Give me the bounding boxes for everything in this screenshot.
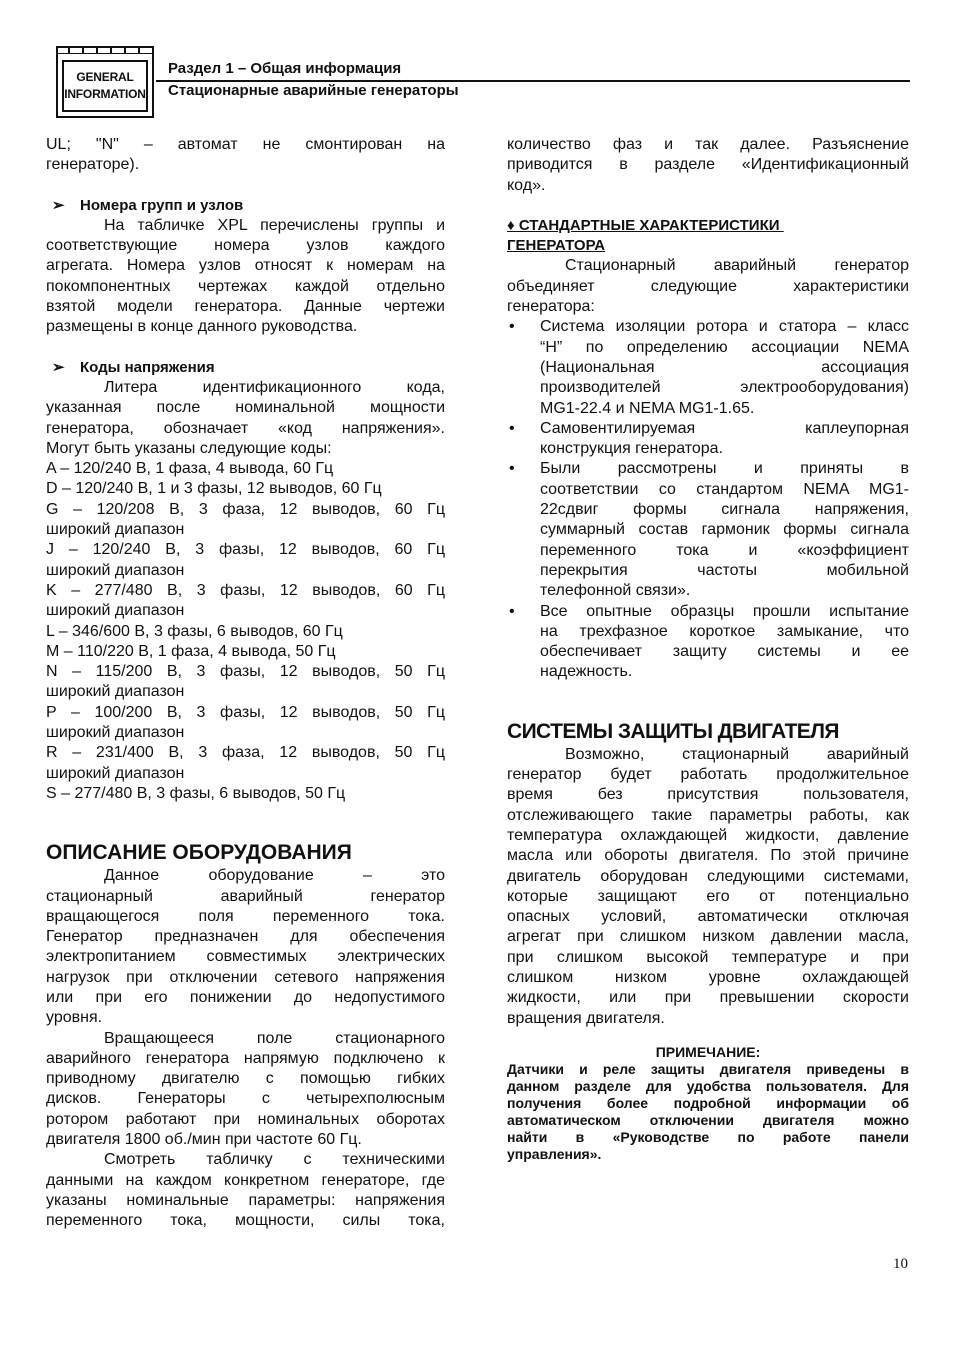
- text-line: на трехфазное короткое замыкание, что: [540, 622, 909, 640]
- voltage-code: G – 120/208 В, 3 фаза, 12 выводов, 60 Гц: [46, 500, 445, 518]
- paragraph-nameplate: [46, 1150, 445, 1231]
- text-line: которые защищают его от потенциально: [507, 887, 909, 905]
- bullet-dot-icon: •: [509, 460, 515, 478]
- text-line: генератора, обозначает «код напряжения».: [46, 419, 445, 437]
- bullet-dot-icon: •: [509, 602, 515, 620]
- text-line: аварийного генератора напрямую подключено к: [46, 1049, 445, 1067]
- heading-line: ♦ СТАНДАРТНЫЕ ХАРАКТЕРИСТИКИ: [507, 216, 784, 234]
- text-line: телефонной связи».: [540, 582, 691, 600]
- text-line: переменного тока, мощности, силы тока,: [46, 1212, 445, 1230]
- left-column: [46, 135, 445, 1232]
- text-line: автоматическом отключении двигателя можно: [507, 1111, 909, 1128]
- voltage-code: A – 120/240 В, 1 фаза, 4 вывода, 60 Гц: [46, 460, 334, 478]
- text-line: Возможно, стационарный аварийный: [565, 745, 909, 763]
- paragraph-rotating-field: [46, 1029, 445, 1151]
- bullet-insulation: [507, 317, 909, 418]
- text-line: управления».: [507, 1145, 602, 1162]
- text-line: суммарный состав гармоник формы сигнала: [540, 521, 909, 539]
- page-header-sub: [168, 80, 459, 102]
- paragraph-protection: [507, 745, 909, 1029]
- text-line: объединяет следующие характеристики: [507, 277, 909, 295]
- general-information-logo: [56, 46, 154, 118]
- text-line: Система изоляции ротора и статора – класс: [540, 318, 909, 336]
- text-line: двигатель оборудован следующими системами,: [507, 867, 909, 885]
- text-line: перекрытия частоты мобильной: [540, 561, 909, 579]
- text-line: MG1-22.4 и NEMA MG1-1.65.: [540, 399, 755, 417]
- text-line: масла или обороты двигателя. По этой причине: [507, 847, 909, 865]
- text-line: Все опытные образцы прошли испытание: [540, 602, 909, 620]
- text-line: слишком низком уровне охлаждающей: [507, 968, 909, 986]
- text-line: температура охлаждающей жидкости, давление: [507, 826, 909, 844]
- text-line: производителей электрооборудования): [540, 379, 909, 397]
- text-line: при слишком высокой температуре и при: [507, 948, 909, 966]
- right-column: [507, 135, 909, 1163]
- subheading-voltage-codes: [46, 358, 445, 378]
- text-line: найти в «Руководстве по работе панели: [507, 1128, 909, 1145]
- text-line: уровня.: [46, 1009, 103, 1027]
- text-line: обеспечивает защиту системы и ее: [540, 643, 909, 661]
- bullet-short-circuit-test: [507, 602, 909, 683]
- text-line: данном разделе для удобства пользователя. Для: [507, 1077, 909, 1094]
- text-line: Самовентилируемая каплеупорная: [540, 419, 909, 437]
- text-line: указаны номинальные параметры: напряжения: [46, 1191, 445, 1209]
- text-line: вращающегося поля переменного тока.: [46, 907, 445, 925]
- heading-equipment-description: ОПИСАНИЕ ОБОРУДОВАНИЯ: [46, 841, 352, 865]
- text-line: приводному двигателю с помощью гибких: [46, 1070, 445, 1088]
- text-line: генератор будет работать продолжительное: [507, 766, 909, 784]
- logo-tab-strip: [56, 46, 154, 54]
- voltage-code: широкий диапазон: [46, 561, 185, 579]
- page-header: [168, 58, 401, 80]
- voltage-code: M – 110/220 В, 1 фаза, 4 вывода, 50 Гц: [46, 642, 336, 660]
- bullet-dot-icon: •: [509, 318, 515, 336]
- bullet-dot-icon: •: [509, 419, 515, 437]
- text-line: дисков. Генераторы с четырехполюсным: [46, 1090, 445, 1108]
- text-line: Вращающееся поле стационарного: [104, 1029, 445, 1047]
- text-line: соответствующие номера узлов каждого: [46, 237, 445, 255]
- paragraph-characteristics: [507, 256, 909, 317]
- voltage-code: S – 277/480 В, 3 фазы, 6 выводов, 50 Гц: [46, 784, 346, 802]
- arrow-bullet-icon: ➢: [52, 196, 65, 214]
- text-line: 22сдвиг формы сигнала напряжения,: [540, 501, 909, 519]
- section-subtitle: Стационарные аварийные генераторы: [168, 82, 459, 99]
- text-line: конструкция генератора.: [540, 440, 724, 458]
- text-line: код».: [507, 176, 546, 194]
- page-number: 10: [893, 1256, 908, 1272]
- note-text: [507, 1061, 909, 1163]
- voltage-code-list: [46, 459, 445, 804]
- text-line: надежность.: [540, 663, 633, 681]
- text-line: Были рассмотрены и приняты в: [540, 460, 909, 478]
- paragraph-description: [46, 866, 445, 1028]
- text-line: Датчики и реле защиты двигателя приведены в: [507, 1060, 909, 1077]
- voltage-code: широкий диапазон: [46, 521, 185, 539]
- paragraph-continued: [507, 135, 909, 196]
- text-line: взятой модели генератора. Данные чертежи: [46, 298, 445, 316]
- paragraph-voltage: [46, 378, 445, 459]
- logo-line-1: GENERAL: [76, 70, 134, 84]
- voltage-code: R – 231/400 В, 3 фаза, 12 выводов, 50 Гц: [46, 744, 445, 762]
- text-line: ротором работают при номинальных оборотах: [46, 1110, 445, 1128]
- text-line: Стационарный аварийный генератор: [565, 257, 909, 275]
- text-line: количество фаз и так далее. Разъяснение: [507, 136, 909, 153]
- voltage-code: широкий диапазон: [46, 764, 185, 782]
- text-line: UL; "N" – автомат не смонтирован на: [46, 136, 445, 153]
- text-line: покомпонентных чертежах каждой отдельно: [46, 277, 445, 295]
- text-line: “H” по определению ассоциации NEMA: [540, 338, 909, 356]
- text-line: Генератор предназначен для обеспечения: [46, 928, 445, 946]
- voltage-code: широкий диапазон: [46, 683, 185, 701]
- text-line: Данное оборудование – это: [104, 867, 445, 885]
- text-line: стационарный аварийный генератор: [46, 887, 445, 905]
- text-line: жидкости, или при превышении скорости: [507, 989, 909, 1007]
- text-line: размещены в конце данного руководства.: [46, 318, 358, 336]
- text-line: нагрузок при отключении сетевого напряжения: [46, 968, 445, 986]
- logo-line-2: INFORMATION: [64, 87, 146, 101]
- text-line: генератора:: [507, 298, 595, 316]
- text-line: указанная после номинальной мощности: [46, 399, 445, 417]
- voltage-code: P – 100/200 В, 3 фазы, 12 выводов, 50 Гц: [46, 703, 445, 721]
- text-line: агрегат при слишком низком давлении масла,: [507, 928, 909, 946]
- text-line: получения более подробной информации об: [507, 1094, 909, 1111]
- bullet-nema-standard: [507, 459, 909, 601]
- arrow-bullet-icon: ➢: [52, 358, 65, 376]
- text-line: Могут быть указаны следующие коды:: [46, 439, 332, 457]
- heading-engine-protection: СИСТЕМЫ ЗАЩИТЫ ДВИГАТЕЛЯ: [507, 719, 839, 743]
- voltage-code: L – 346/600 В, 3 фазы, 6 выводов, 60 Гц: [46, 622, 343, 640]
- text-line: Смотреть табличку с техническими: [104, 1151, 445, 1169]
- text-line: опасных условий, автоматически отключая: [507, 908, 909, 926]
- heading-standard-characteristics: [507, 216, 909, 257]
- voltage-code: K – 277/480 В, 3 фазы, 12 выводов, 60 Гц: [46, 581, 445, 599]
- text-line: агрегата. Номера узлов относят к номерам на: [46, 257, 445, 275]
- paragraph-groups: [46, 216, 445, 338]
- text-line: или при его понижении до недопустимого: [46, 988, 445, 1006]
- text-line: генераторе).: [46, 156, 140, 174]
- text-line: время без присутствия пользователя,: [507, 786, 909, 804]
- text-line: электропитанием совместимых электрических: [46, 948, 445, 966]
- voltage-code: D – 120/240 В, 1 и 3 фазы, 12 выводов, 60 Гц: [46, 480, 382, 498]
- note-title: ПРИМЕЧАНИЕ:: [655, 1043, 761, 1060]
- text-line: вращения двигателя.: [507, 1009, 665, 1027]
- voltage-code: широкий диапазон: [46, 602, 185, 620]
- text-line: отслеживающего такие параметры работы, как: [507, 806, 909, 824]
- voltage-code: J – 120/240 В, 3 фазы, 12 выводов, 60 Гц: [46, 541, 445, 559]
- text-line: (Национальная ассоциация: [540, 358, 909, 376]
- voltage-code: N – 115/200 В, 3 фазы, 12 выводов, 50 Гц: [46, 663, 445, 681]
- paragraph-ul: [46, 135, 445, 176]
- voltage-code: широкий диапазон: [46, 724, 185, 742]
- text-line: соответствии со стандартом NEMA MG1-: [540, 480, 909, 498]
- text-line: приводится в разделе «Идентификационный: [507, 156, 909, 174]
- text-line: переменного тока и «коэффициент: [540, 541, 909, 559]
- bullet-ventilation: [507, 419, 909, 460]
- subheading-groups: [46, 196, 445, 216]
- text-line: Литера идентификационного кода,: [104, 378, 445, 396]
- subheading-text: Коды напряжения: [80, 358, 215, 376]
- heading-line: ГЕНЕРАТОРА: [507, 237, 606, 255]
- text-line: двигателя 1800 об./мин при частоте 60 Гц.: [46, 1131, 362, 1149]
- subheading-text: Номера групп и узлов: [80, 196, 244, 214]
- text-line: данными на каждом конкретном генераторе, где: [46, 1171, 445, 1189]
- text-line: На табличке XPL перечислены группы и: [104, 216, 445, 234]
- section-title: Раздел 1 – Общая информация: [168, 60, 402, 77]
